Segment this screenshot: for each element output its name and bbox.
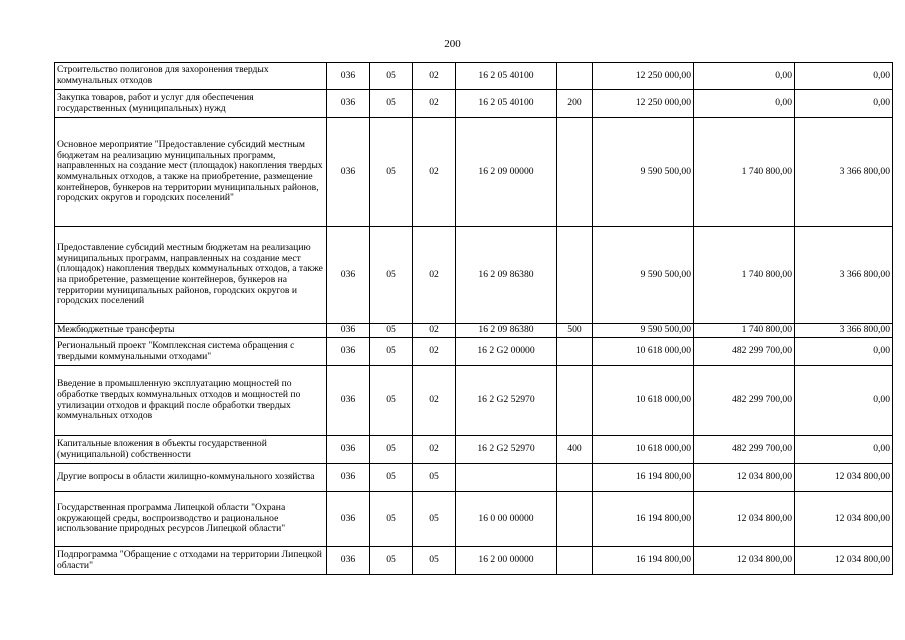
row-name: Другие вопросы в области жилищно-коммунального хозяйства	[55, 464, 327, 492]
amount-year-3: 0,00	[795, 90, 893, 118]
row-name: Предоставление субсидий местным бюджетам на реализацию муниципальных программ, направленных на создание мест (площадок) накопления твердых коммунальных отходов, а также на приобретение, размещение контейнеров, бункеров на территории муниципальных районов, городских округов и городских поселений	[55, 227, 327, 324]
target-code: 16 2 00 00000	[456, 547, 557, 575]
amount-year-1: 9 590 500,00	[593, 324, 694, 338]
expense-type-code	[557, 547, 593, 575]
target-code: 16 2 05 40100	[456, 90, 557, 118]
section-code: 05	[370, 366, 413, 436]
subsection-code: 02	[413, 227, 456, 324]
amount-year-3: 0,00	[795, 338, 893, 366]
budget-table	[54, 62, 893, 575]
row-name: Межбюджетные трансферты	[55, 324, 327, 338]
section-code: 05	[370, 63, 413, 90]
amount-year-1: 10 618 000,00	[593, 338, 694, 366]
ministry-code: 036	[327, 338, 370, 366]
ministry-code: 036	[327, 436, 370, 464]
target-code: 16 2 G2 52970	[456, 366, 557, 436]
amount-year-1: 16 194 800,00	[593, 547, 694, 575]
amount-year-2: 1 740 800,00	[694, 118, 795, 227]
ministry-code: 036	[327, 118, 370, 227]
section-code: 05	[370, 464, 413, 492]
row-name: Капитальные вложения в объекты государственной (муниципальной) собственности	[55, 436, 327, 464]
ministry-code: 036	[327, 63, 370, 90]
target-code: 16 2 05 40100	[456, 63, 557, 90]
subsection-code: 05	[413, 492, 456, 547]
row-name: Региональный проект "Комплексная система обращения с твердыми коммунальными отходами"	[55, 338, 327, 366]
subsection-code: 02	[413, 366, 456, 436]
amount-year-3: 12 034 800,00	[795, 547, 893, 575]
ministry-code: 036	[327, 227, 370, 324]
amount-year-1: 16 194 800,00	[593, 492, 694, 547]
ministry-code: 036	[327, 547, 370, 575]
row-name: Строительство полигонов для захоронения твердых коммунальных отходов	[55, 63, 327, 90]
subsection-code: 02	[413, 63, 456, 90]
page-number: 200	[444, 38, 461, 50]
amount-year-2: 0,00	[694, 63, 795, 90]
subsection-code: 02	[413, 324, 456, 338]
subsection-code: 02	[413, 436, 456, 464]
expense-type-code: 500	[557, 324, 593, 338]
expense-type-code	[557, 366, 593, 436]
table-row	[55, 118, 893, 227]
amount-year-2: 482 299 700,00	[694, 338, 795, 366]
amount-year-3: 12 034 800,00	[795, 464, 893, 492]
expense-type-code: 200	[557, 90, 593, 118]
table-row	[55, 324, 893, 338]
amount-year-1: 10 618 000,00	[593, 436, 694, 464]
target-code: 16 2 09 00000	[456, 118, 557, 227]
amount-year-2: 0,00	[694, 90, 795, 118]
section-code: 05	[370, 436, 413, 464]
table-row	[55, 436, 893, 464]
expense-type-code	[557, 227, 593, 324]
amount-year-1: 10 618 000,00	[593, 366, 694, 436]
table-row	[55, 338, 893, 366]
amount-year-3: 12 034 800,00	[795, 492, 893, 547]
table-row	[55, 366, 893, 436]
row-name: Основное мероприятие "Предоставление субсидий местным бюджетам на реализацию муниципальных программ, направленных на создание мест (площадок) накопления твердых коммунальных отходов, а также на приобретение, размещение контейнеров, бункеров на территории муниципальных районов, городских округов и городских поселений"	[55, 118, 327, 227]
row-name: Государственная программа Липецкой области "Охрана окружающей среды, воспроизводство и рациональное использование природных ресурсов Липецкой области"	[55, 492, 327, 547]
amount-year-2: 12 034 800,00	[694, 547, 795, 575]
table-row	[55, 464, 893, 492]
ministry-code: 036	[327, 366, 370, 436]
target-code: 16 2 09 86380	[456, 227, 557, 324]
amount-year-1: 9 590 500,00	[593, 227, 694, 324]
section-code: 05	[370, 547, 413, 575]
row-name: Введение в промышленную эксплуатацию мощностей по обработке твердых коммунальных отходов и мощностей по утилизации отходов и фракций после обработки твердых коммунальных отходов	[55, 366, 327, 436]
amount-year-2: 1 740 800,00	[694, 227, 795, 324]
amount-year-2: 1 740 800,00	[694, 324, 795, 338]
amount-year-1: 16 194 800,00	[593, 464, 694, 492]
target-code: 16 2 G2 00000	[456, 338, 557, 366]
amount-year-2: 482 299 700,00	[694, 366, 795, 436]
amount-year-1: 9 590 500,00	[593, 118, 694, 227]
target-code	[456, 464, 557, 492]
amount-year-1: 12 250 000,00	[593, 90, 694, 118]
subsection-code: 02	[413, 118, 456, 227]
subsection-code: 02	[413, 90, 456, 118]
amount-year-3: 3 366 800,00	[795, 324, 893, 338]
amount-year-2: 12 034 800,00	[694, 464, 795, 492]
amount-year-3: 0,00	[795, 366, 893, 436]
row-name: Подпрограмма "Обращение с отходами на территории Липецкой области"	[55, 547, 327, 575]
amount-year-3: 0,00	[795, 63, 893, 90]
amount-year-3: 3 366 800,00	[795, 118, 893, 227]
expense-type-code: 400	[557, 436, 593, 464]
subsection-code: 02	[413, 338, 456, 366]
target-code: 16 0 00 00000	[456, 492, 557, 547]
ministry-code: 036	[327, 324, 370, 338]
ministry-code: 036	[327, 90, 370, 118]
row-name: Закупка товаров, работ и услуг для обеспечения государственных (муниципальных) нужд	[55, 90, 327, 118]
expense-type-code	[557, 118, 593, 227]
section-code: 05	[370, 492, 413, 547]
section-code: 05	[370, 118, 413, 227]
amount-year-3: 0,00	[795, 436, 893, 464]
table-row	[55, 227, 893, 324]
section-code: 05	[370, 324, 413, 338]
ministry-code: 036	[327, 492, 370, 547]
expense-type-code	[557, 338, 593, 366]
table-row	[55, 63, 893, 90]
table-row	[55, 90, 893, 118]
amount-year-1: 12 250 000,00	[593, 63, 694, 90]
subsection-code: 05	[413, 547, 456, 575]
section-code: 05	[370, 90, 413, 118]
target-code: 16 2 G2 52970	[456, 436, 557, 464]
expense-type-code	[557, 464, 593, 492]
amount-year-2: 12 034 800,00	[694, 492, 795, 547]
expense-type-code	[557, 492, 593, 547]
ministry-code: 036	[327, 464, 370, 492]
amount-year-3: 3 366 800,00	[795, 227, 893, 324]
table-row	[55, 492, 893, 547]
target-code: 16 2 09 86380	[456, 324, 557, 338]
expense-type-code	[557, 63, 593, 90]
section-code: 05	[370, 227, 413, 324]
table-row	[55, 547, 893, 575]
amount-year-2: 482 299 700,00	[694, 436, 795, 464]
subsection-code: 05	[413, 464, 456, 492]
section-code: 05	[370, 338, 413, 366]
